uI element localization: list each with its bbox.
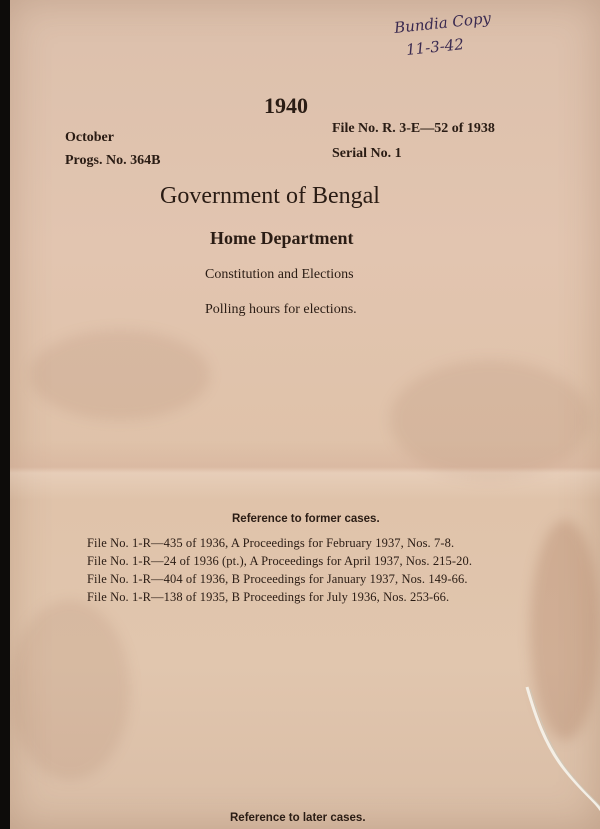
topic-title: Polling hours for elections. [205,302,357,317]
paper-stain [10,600,130,780]
former-case-entry: File No. 1-R—404 of 1936, B Proceedings for January 1937, Nos. 149-66. [87,572,468,586]
month: October [65,130,114,145]
serial-number: Serial No. 1 [332,146,402,161]
department-title: Home Department [210,228,354,248]
handwritten-note: Bundia Copy [393,8,492,38]
document-page [10,0,600,829]
binding-string [525,685,600,815]
file-number: File No. R. 3-E—52 of 1938 [332,121,495,136]
former-case-entry: File No. 1-R—24 of 1936 (pt.), A Proceedings for April 1937, Nos. 215-20. [87,554,473,568]
subject-title: Constitution and Elections [205,267,354,282]
paper-stain [30,330,210,420]
handwritten-date: 11-3-42 [405,35,465,59]
former-case-entry: File No. 1-R—435 of 1936, A Proceedings for February 1937, Nos. 7-8. [87,536,455,550]
later-cases-heading: Reference to later cases. [230,812,366,824]
progs-number: Progs. No. 364B [65,153,161,168]
former-cases-heading: Reference to former cases. [232,513,380,525]
paper-fold [10,440,600,500]
former-case-entry: File No. 1-R—138 of 1935, B Proceedings for July 1936, Nos. 253-66. [87,590,450,604]
year: 1940 [264,93,308,118]
government-title: Government of Bengal [160,183,380,209]
